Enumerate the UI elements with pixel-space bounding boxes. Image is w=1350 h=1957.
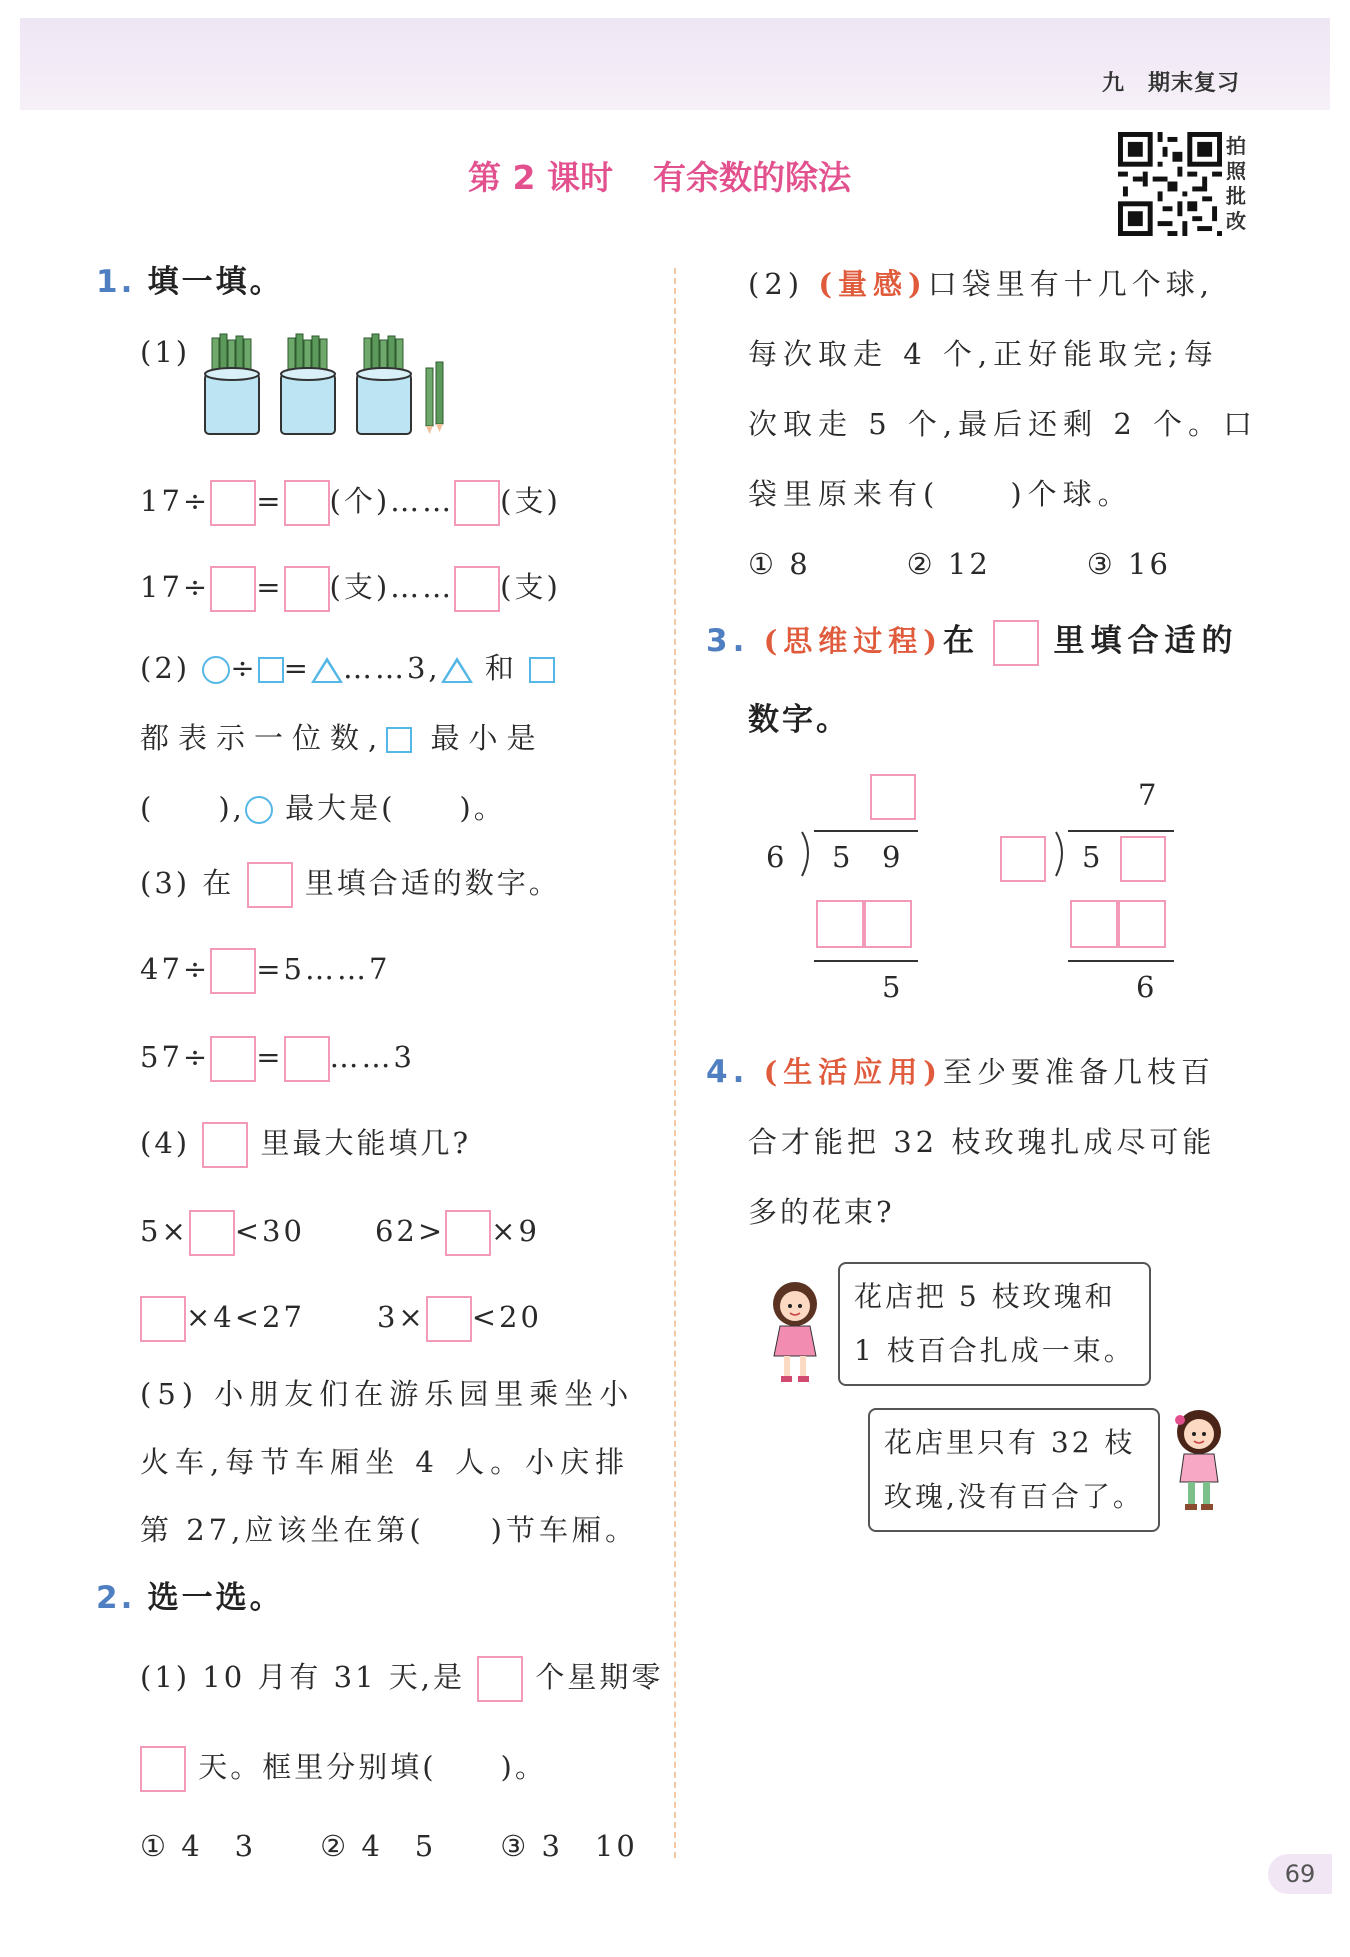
product-box[interactable] bbox=[1118, 900, 1166, 948]
q1-number: 1. bbox=[96, 264, 136, 300]
square-icon bbox=[202, 1122, 248, 1168]
lesson-number: 第 2 课时 bbox=[468, 158, 613, 197]
answer-box[interactable] bbox=[284, 566, 330, 612]
q2-p1-line1: (1) 10 月有 31 天,是 个星期零 bbox=[140, 1656, 663, 1702]
answer-box[interactable] bbox=[284, 480, 330, 526]
q2-p2-line1: (2) (量感)口袋里有十几个球, bbox=[748, 267, 1214, 301]
q2-p2-line3: 次取走 5 个,最后还剩 2 个。口 bbox=[748, 407, 1258, 441]
q1-heading bbox=[96, 262, 284, 302]
q1-p1-line2: 17÷ = (支)…… (支) bbox=[140, 566, 561, 612]
answer-box[interactable] bbox=[140, 1746, 186, 1792]
triangle-icon bbox=[311, 657, 343, 683]
q4-line3: 多的花束? bbox=[748, 1195, 895, 1229]
q1-p3-eq2: 57÷ = ……3 bbox=[140, 1036, 415, 1082]
answer-box[interactable] bbox=[210, 948, 256, 994]
q4-number: 4. bbox=[706, 1054, 750, 1090]
girl-character-icon bbox=[1164, 1404, 1234, 1514]
quotient-box[interactable] bbox=[870, 774, 916, 820]
q2-title: 选一选。 bbox=[147, 1580, 284, 1616]
lesson-title bbox=[468, 152, 851, 199]
answer-box[interactable] bbox=[445, 1210, 491, 1256]
q1-p1-label: (1) bbox=[140, 335, 191, 369]
answer-box[interactable] bbox=[454, 566, 500, 612]
square-icon bbox=[529, 657, 555, 683]
girl-character-icon bbox=[760, 1276, 830, 1386]
product-box[interactable] bbox=[1070, 900, 1118, 948]
column-divider bbox=[674, 268, 676, 1858]
q1-p2-line1: (2) ÷ = ……3, 和 bbox=[140, 648, 555, 688]
q4-line1: 4. (生活应用)至少要准备几枝百 bbox=[706, 1054, 1216, 1090]
q2-p1-line2: 天。框里分别填( )。 bbox=[140, 1746, 547, 1792]
skill-tag: (量感) bbox=[818, 267, 928, 301]
q1-p5-line1: (5) 小朋友们在游乐园里乘坐小 bbox=[140, 1377, 635, 1411]
q2-p1-options[interactable]: ① 4 3 ② 4 5 ③ 3 10 bbox=[140, 1829, 638, 1863]
square-icon bbox=[258, 657, 284, 683]
answer-box[interactable] bbox=[210, 1036, 256, 1082]
answer-box[interactable] bbox=[426, 1296, 472, 1342]
pencil-cup-3 bbox=[357, 334, 411, 434]
q1-p5-line3[interactable]: 第 27,应该坐在第( )节车厢。 bbox=[140, 1513, 638, 1547]
speech-bubble-1: 花店把 5 枝玫瑰和 1 枝百合扎成一束。 bbox=[838, 1262, 1151, 1386]
answer-box[interactable] bbox=[210, 566, 256, 612]
q2-p2-line4[interactable]: 袋里原来有( )个球。 bbox=[748, 477, 1133, 511]
loose-pencils bbox=[426, 362, 443, 434]
q3-heading: 3. (思维过程)在 里填合适的 bbox=[706, 620, 1238, 666]
qr-code-icon[interactable] bbox=[1118, 132, 1222, 236]
pencil-cup-2 bbox=[281, 334, 335, 434]
q1-p5-line2: 火车,每节车厢坐 4 人。小庆排 bbox=[140, 1445, 631, 1479]
answer-box[interactable] bbox=[284, 1036, 330, 1082]
page-number: 69 bbox=[1268, 1854, 1332, 1894]
speech-bubble-2: 花店里只有 32 枝 玫瑰,没有百合了。 bbox=[868, 1408, 1160, 1532]
pencil-cup-1 bbox=[205, 334, 259, 434]
circle-icon bbox=[202, 656, 230, 684]
q1-p4-row2: ×4<27 3× <20 bbox=[140, 1296, 542, 1342]
answer-box[interactable] bbox=[210, 480, 256, 526]
q2-p2-line2: 每次取走 4 个,正好能取完;每 bbox=[748, 337, 1219, 371]
q1-p2-line3[interactable]: ( ), 最大是( )。 bbox=[140, 791, 506, 825]
long-division-2: 7 5 6 bbox=[998, 770, 1198, 990]
q3-number: 3. bbox=[706, 623, 750, 659]
triangle-icon bbox=[441, 657, 473, 683]
q1-title: 填一填。 bbox=[147, 264, 284, 300]
q3-heading-line2: 数字。 bbox=[748, 702, 850, 738]
section-label: 九 期末复习 bbox=[1102, 71, 1241, 96]
q4-line2: 合才能把 32 枝玫瑰扎成尽可能 bbox=[748, 1125, 1216, 1159]
skill-tag: (生活应用) bbox=[763, 1055, 944, 1089]
qr-label: 拍照批改 bbox=[1226, 134, 1246, 233]
q2-heading bbox=[96, 1578, 284, 1618]
answer-box[interactable] bbox=[140, 1296, 186, 1342]
q2-number: 2. bbox=[96, 1580, 136, 1616]
pencil-cups-illustration bbox=[200, 328, 460, 446]
q1-p3-heading: (3) 在 里填合适的数字。 bbox=[140, 862, 561, 908]
answer-box[interactable] bbox=[189, 1210, 235, 1256]
answer-box[interactable] bbox=[454, 480, 500, 526]
q1-p2-line2: 都表示一位数, 最小是 bbox=[140, 721, 545, 755]
product-box[interactable] bbox=[816, 900, 864, 948]
q1-p4-row1: 5× <30 62> ×9 bbox=[140, 1210, 540, 1256]
division-bracket bbox=[1054, 830, 1070, 878]
q1-p4-heading: (4) 里最大能填几? bbox=[140, 1122, 471, 1168]
answer-box[interactable] bbox=[477, 1656, 523, 1702]
square-icon bbox=[993, 620, 1039, 666]
long-division-1: 6 5 9 5 bbox=[740, 770, 940, 990]
lesson-topic: 有余数的除法 bbox=[652, 158, 851, 197]
q1-p3-eq1: 47÷ =5……7 bbox=[140, 948, 390, 994]
q2-p2-options[interactable]: ① 8 ② 12 ③ 16 bbox=[748, 547, 1171, 581]
square-icon bbox=[386, 727, 412, 753]
divisor-box[interactable] bbox=[1000, 836, 1046, 882]
dividend-box[interactable] bbox=[1120, 836, 1166, 882]
q1-p1-line1: 17÷ = (个)…… (支) bbox=[140, 480, 561, 526]
skill-tag: (思维过程) bbox=[763, 624, 944, 658]
square-icon bbox=[247, 862, 293, 908]
product-box[interactable] bbox=[864, 900, 912, 948]
division-bracket bbox=[800, 830, 816, 878]
circle-icon bbox=[245, 796, 273, 824]
